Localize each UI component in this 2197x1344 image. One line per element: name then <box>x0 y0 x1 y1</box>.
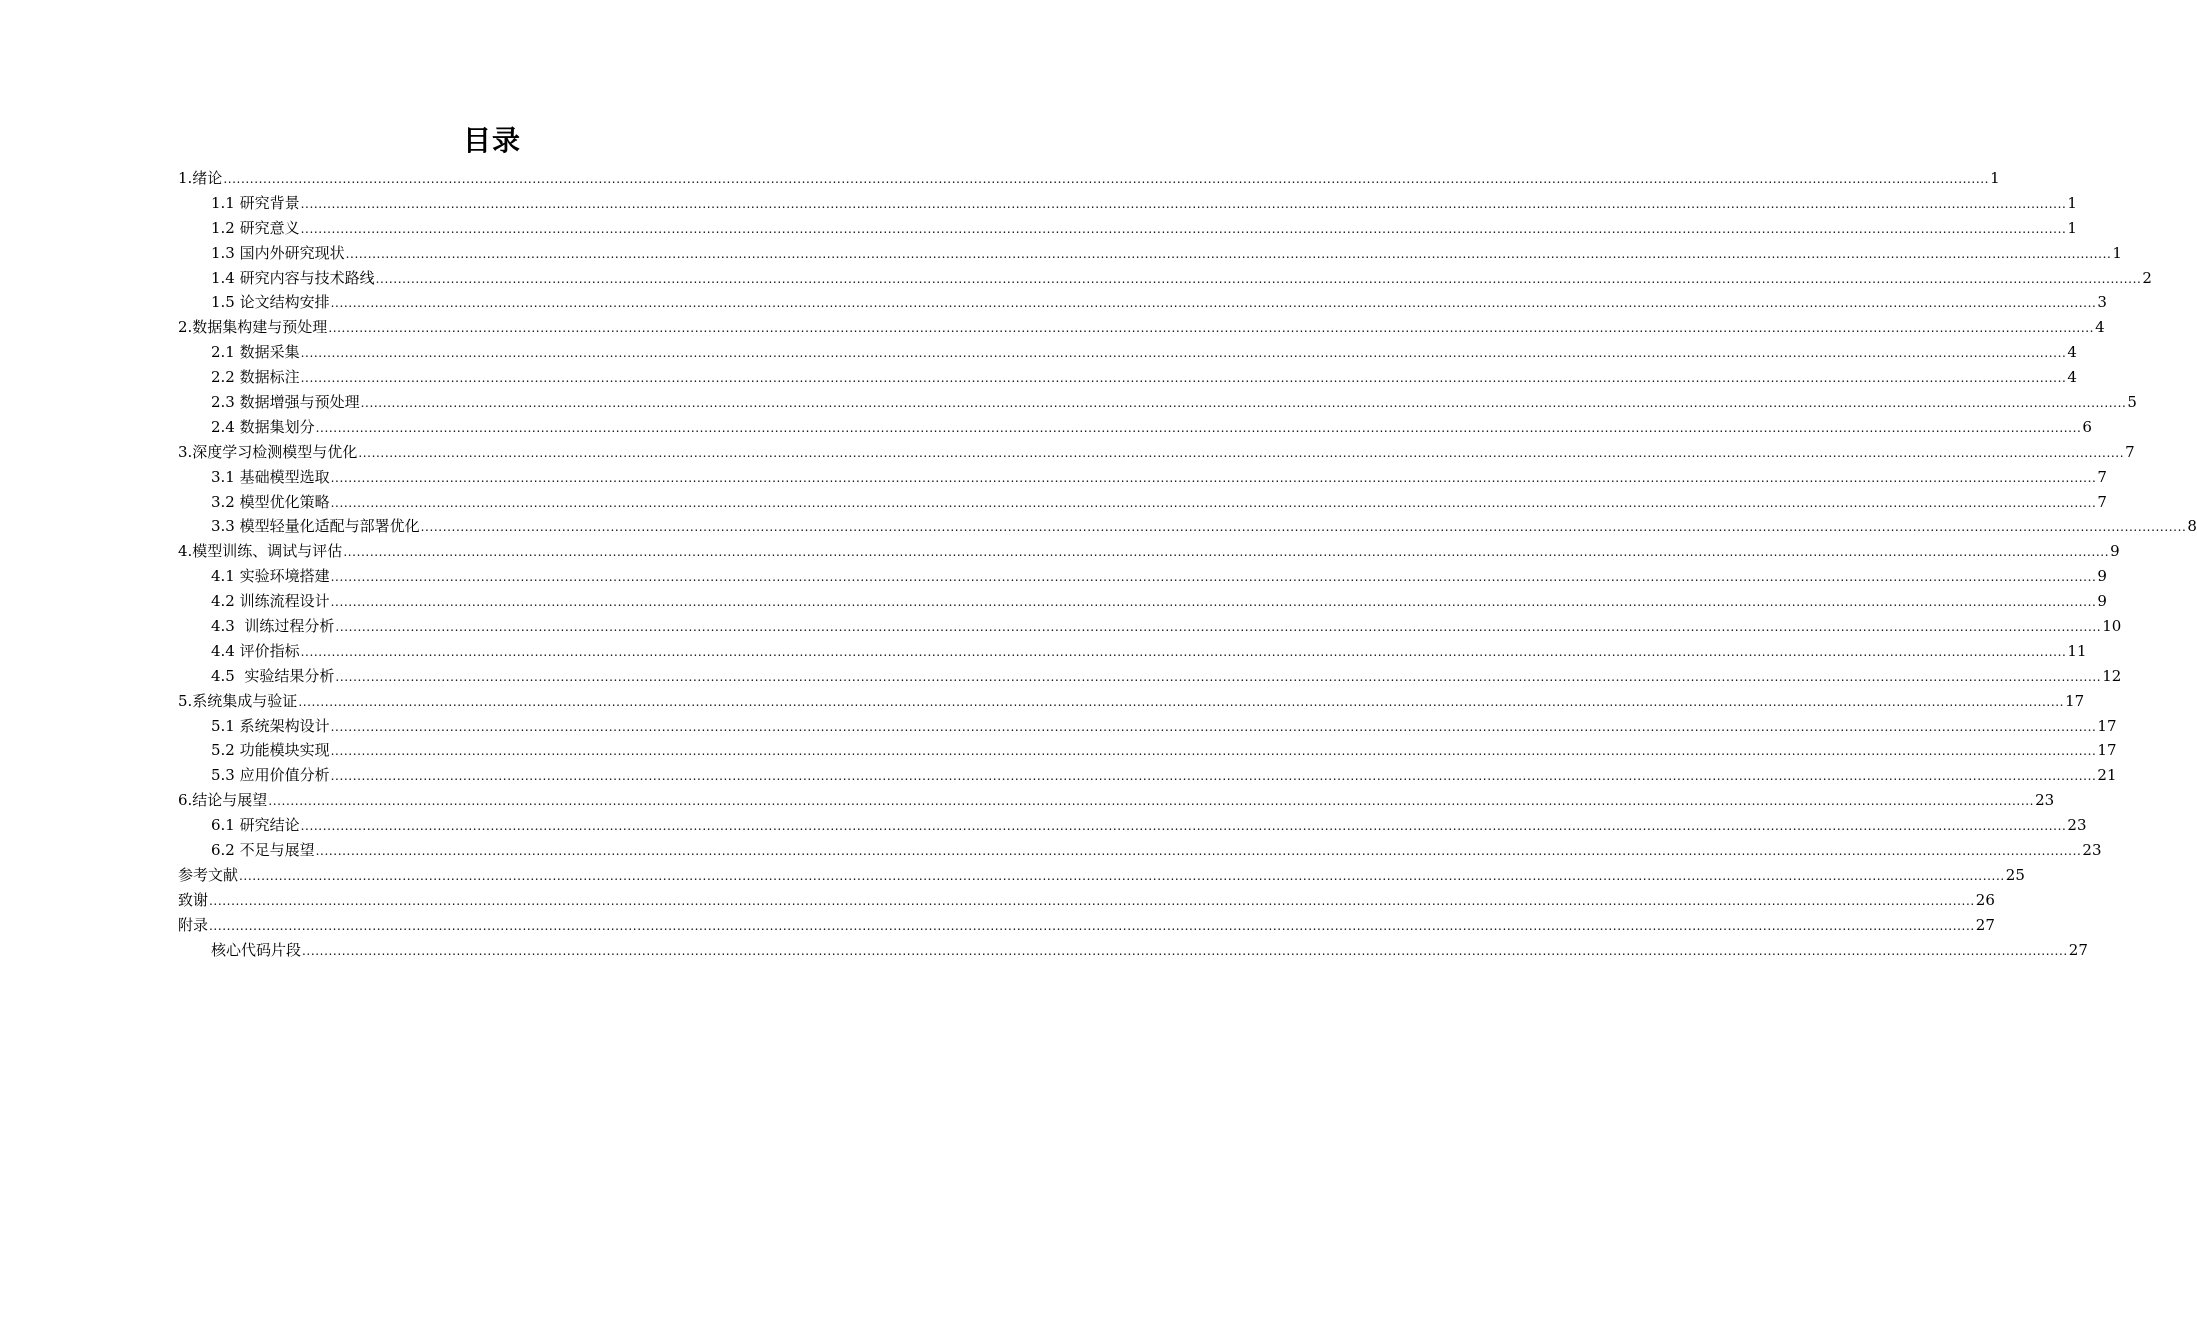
toc-entry-title: 2.1 数据采集 <box>211 343 300 362</box>
toc-entry[interactable] <box>178 938 2088 963</box>
dot-leader: ................................................................................................................................................................................................................................................................................................................................................................................................................ <box>239 868 2005 883</box>
toc-entry[interactable] <box>178 614 2122 639</box>
toc-entry-title: 4.3 训练过程分析 <box>211 617 335 636</box>
toc-page-number: 7 <box>2097 492 2107 511</box>
dot-leader: ................................................................................................................................................................................................................................................................................................................................................................................................................ <box>298 694 2065 709</box>
toc-entry-title: 5.3 应用价值分析 <box>211 766 330 785</box>
toc-title: 目录 <box>462 124 521 157</box>
dot-leader: ................................................................................................................................................................................................................................................................................................................................................................................................................ <box>209 893 1975 908</box>
toc-entry-title: 2.4 数据集划分 <box>211 417 315 436</box>
toc-page-number: 4 <box>2067 343 2077 362</box>
toc-page-number: 25 <box>2005 865 2025 884</box>
toc-entry[interactable] <box>178 390 2137 415</box>
toc-entry[interactable] <box>178 863 2025 888</box>
toc-entry-title: 1.3 国内外研究现状 <box>211 243 345 262</box>
toc-entry-title: 3.深度学习检测模型与优化 <box>178 442 358 461</box>
toc-entry[interactable] <box>178 539 2120 564</box>
toc-page-number: 1 <box>2067 193 2077 212</box>
toc-entry-title: 1.绪论 <box>178 169 223 187</box>
toc-page-number: 17 <box>2097 716 2117 735</box>
toc-entry-title: 参考文献 <box>178 865 239 884</box>
toc-page-number: 27 <box>1975 915 1995 934</box>
toc-entry-title: 6.2 不足与展望 <box>211 841 315 860</box>
toc-page-number: 1 <box>2067 218 2077 237</box>
dot-leader: ................................................................................................................................................................................................................................................................................................................................................................................................................ <box>302 943 2068 958</box>
toc-entry[interactable] <box>178 166 2000 191</box>
toc-page-number: 26 <box>1975 890 1995 909</box>
toc-page-number: 12 <box>2102 666 2122 685</box>
toc-entry-title: 1.1 研究背景 <box>211 193 300 212</box>
dot-leader: ................................................................................................................................................................................................................................................................................................................................................................................................................ <box>315 844 2082 859</box>
toc-page-number: 23 <box>2035 791 2055 810</box>
dot-leader: ................................................................................................................................................................................................................................................................................................................................................................................................................ <box>300 196 2067 211</box>
toc-entry[interactable] <box>178 639 2087 664</box>
toc-entry[interactable] <box>178 714 2117 739</box>
dot-leader: ................................................................................................................................................................................................................................................................................................................................................................................................................ <box>330 744 2097 759</box>
toc-entry-title: 4.1 实验环境搭建 <box>211 567 330 586</box>
dot-leader: ................................................................................................................................................................................................................................................................................................................................................................................................................ <box>300 644 2067 659</box>
toc-entry-title: 1.2 研究意义 <box>211 218 300 237</box>
toc-entry[interactable] <box>178 763 2117 788</box>
toc-page-number: 8 <box>2187 517 2197 536</box>
toc-entry-title: 4.2 训练流程设计 <box>211 592 330 611</box>
toc-entry-title: 5.2 功能模块实现 <box>211 741 330 760</box>
toc-page-number: 17 <box>2097 741 2117 760</box>
dot-leader: ................................................................................................................................................................................................................................................................................................................................................................................................................ <box>330 595 2097 610</box>
toc-entry[interactable] <box>178 689 2085 714</box>
toc-entry-title: 2.数据集构建与预处理 <box>178 318 328 337</box>
toc-entry-title: 4.模型训练、调试与评估 <box>178 542 343 561</box>
toc-entry-title: 核心代码片段 <box>211 940 302 959</box>
toc-entry-title: 2.3 数据增强与预处理 <box>211 393 360 412</box>
toc-entry[interactable] <box>178 340 2077 365</box>
toc-page-number: 9 <box>2097 567 2107 586</box>
toc-entry-title: 1.5 论文结构安排 <box>211 293 330 312</box>
dot-leader: ................................................................................................................................................................................................................................................................................................................................................................................................................ <box>375 271 2142 286</box>
toc-page-number: 17 <box>2065 691 2085 710</box>
toc-entry[interactable] <box>178 913 1995 938</box>
dot-leader: ................................................................................................................................................................................................................................................................................................................................................................................................................ <box>300 819 2067 834</box>
toc-page-number: 11 <box>2067 641 2087 660</box>
toc-entry[interactable] <box>178 266 2152 291</box>
toc-page-number: 1 <box>1990 169 2000 187</box>
dot-leader: ................................................................................................................................................................................................................................................................................................................................................................................................................ <box>358 445 2125 460</box>
toc-page-number: 10 <box>2102 617 2122 636</box>
toc-page-number: 21 <box>2097 766 2117 785</box>
toc-entry-title: 4.4 评价指标 <box>211 641 300 660</box>
toc-page-number: 6 <box>2082 417 2092 436</box>
dot-leader: ................................................................................................................................................................................................................................................................................................................................................................................................................ <box>343 545 2110 560</box>
toc-entry[interactable] <box>178 365 2077 390</box>
dot-leader: ................................................................................................................................................................................................................................................................................................................................................................................................................ <box>300 346 2067 361</box>
toc-entry-title: 6.结论与展望 <box>178 791 268 810</box>
toc-entry-title: 1.4 研究内容与技术路线 <box>211 268 375 287</box>
dot-leader: ................................................................................................................................................................................................................................................................................................................................................................................................................ <box>209 918 1975 933</box>
dot-leader: ................................................................................................................................................................................................................................................................................................................................................................................................................ <box>335 669 2102 684</box>
dot-leader: ................................................................................................................................................................................................................................................................................................................................................................................................................ <box>420 520 2187 535</box>
toc-page-number: 27 <box>2068 940 2088 959</box>
toc-entry[interactable] <box>178 241 2122 266</box>
toc-page-number: 4 <box>2067 368 2077 387</box>
dot-leader: ................................................................................................................................................................................................................................................................................................................................................................................................................ <box>330 296 2097 311</box>
toc-page-number: 5 <box>2127 393 2137 412</box>
toc-page-number: 9 <box>2097 592 2107 611</box>
table-of-contents <box>178 166 2197 963</box>
dot-leader: ................................................................................................................................................................................................................................................................................................................................................................................................................ <box>330 769 2097 784</box>
toc-page-number: 7 <box>2125 442 2135 461</box>
toc-entry[interactable] <box>178 664 2122 689</box>
toc-entry-title: 3.3 模型轻量化适配与部署优化 <box>211 517 420 536</box>
dot-leader: ................................................................................................................................................................................................................................................................................................................................................................................................................ <box>223 172 1990 186</box>
toc-page-number: 1 <box>2112 243 2122 262</box>
toc-entry-title: 2.2 数据标注 <box>211 368 300 387</box>
dot-leader: ................................................................................................................................................................................................................................................................................................................................................................................................................ <box>268 794 2035 809</box>
toc-entry[interactable] <box>178 838 2102 863</box>
dot-leader: ................................................................................................................................................................................................................................................................................................................................................................................................................ <box>315 420 2082 435</box>
toc-entry[interactable] <box>178 514 2197 539</box>
toc-entry-title: 4.5 实验结果分析 <box>211 666 335 685</box>
dot-leader: ................................................................................................................................................................................................................................................................................................................................................................................................................ <box>330 495 2097 510</box>
toc-entry-title: 5.1 系统架构设计 <box>211 716 330 735</box>
toc-entry[interactable] <box>178 490 2107 515</box>
dot-leader: ................................................................................................................................................................................................................................................................................................................................................................................................................ <box>330 719 2097 734</box>
toc-entry[interactable] <box>178 738 2117 763</box>
toc-page-number: 23 <box>2082 841 2102 860</box>
dot-leader: ................................................................................................................................................................................................................................................................................................................................................................................................................ <box>345 246 2112 261</box>
toc-entry-title: 6.1 研究结论 <box>211 816 300 835</box>
toc-entry[interactable] <box>178 589 2107 614</box>
dot-leader: ................................................................................................................................................................................................................................................................................................................................................................................................................ <box>360 396 2127 411</box>
toc-page-number: 3 <box>2097 293 2107 312</box>
toc-entry[interactable] <box>178 216 2077 241</box>
toc-page-number: 2 <box>2142 268 2152 287</box>
toc-entry[interactable] <box>178 290 2107 315</box>
dot-leader: ................................................................................................................................................................................................................................................................................................................................................................................................................ <box>300 371 2067 386</box>
toc-entry[interactable] <box>178 315 2105 340</box>
toc-entry-title: 3.2 模型优化策略 <box>211 492 330 511</box>
dot-leader: ................................................................................................................................................................................................................................................................................................................................................................................................................ <box>328 321 2095 336</box>
toc-page-number: 7 <box>2097 467 2107 486</box>
toc-entry[interactable] <box>178 788 2055 813</box>
toc-entry[interactable] <box>178 564 2107 589</box>
toc-entry[interactable] <box>178 191 2077 216</box>
toc-entry-title: 致谢 <box>178 890 209 909</box>
toc-page-number: 9 <box>2110 542 2120 561</box>
dot-leader: ................................................................................................................................................................................................................................................................................................................................................................................................................ <box>300 221 2067 236</box>
toc-entry[interactable] <box>178 813 2087 838</box>
toc-entry[interactable] <box>178 440 2135 465</box>
toc-entry-title: 5.系统集成与验证 <box>178 691 298 710</box>
toc-entry-title: 附录 <box>178 915 209 934</box>
toc-page-number: 4 <box>2095 318 2105 337</box>
toc-entry[interactable] <box>178 465 2107 490</box>
toc-page-number: 23 <box>2067 816 2087 835</box>
dot-leader: ................................................................................................................................................................................................................................................................................................................................................................................................................ <box>335 620 2102 635</box>
dot-leader: ................................................................................................................................................................................................................................................................................................................................................................................................................ <box>330 570 2097 585</box>
dot-leader: ................................................................................................................................................................................................................................................................................................................................................................................................................ <box>330 470 2097 485</box>
toc-entry[interactable] <box>178 415 2092 440</box>
toc-entry-title: 3.1 基础模型选取 <box>211 467 330 486</box>
toc-entry[interactable] <box>178 888 1995 913</box>
